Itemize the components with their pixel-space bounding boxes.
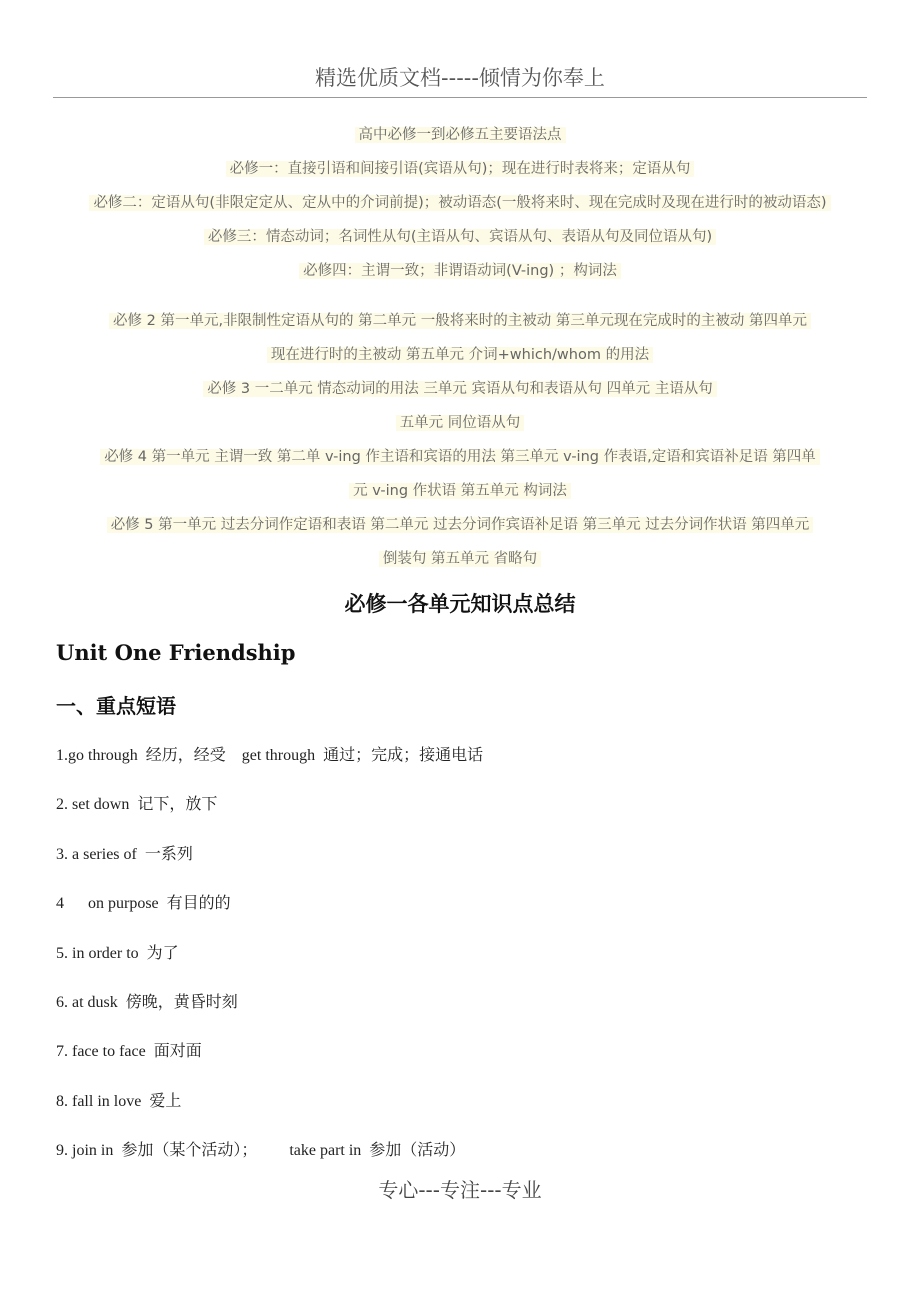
phrase-item: 3. a series of 一系列 — [56, 845, 193, 863]
unit-line-text: 必修 4 第一单元 主谓一致 第二单 v-ing 作主语和宾语的用法 第三单元 v-ing 作表语,定语和宾语补足语 第四单 — [100, 449, 820, 465]
summary-line-text: 必修二：定语从句(非限定定从、定从中的介词前提)；被动语态(一般将来时、现在完成时及现在进行时的被动语态) — [89, 195, 830, 211]
unit-line-text: 现在进行时的主被动 第五单元 介词+which/whom 的用法 — [267, 347, 653, 363]
phrase-item: 8. fall in love 爱上 — [56, 1092, 182, 1110]
unit-title: Unit One Friendship — [56, 640, 296, 665]
summary-line — [50, 152, 870, 186]
unit-line-text: 倒装句 第五单元 省略句 — [379, 551, 541, 567]
phrase-item: 9. join in 参加（某个活动）； take part in 参加（活动） — [56, 1142, 466, 1160]
unit-line — [50, 304, 870, 338]
unit-line-text: 元 v-ing 作状语 第五单元 构词法 — [349, 483, 571, 499]
phrase-item: 4 on purpose 有目的的 — [56, 895, 231, 913]
section-title: 一、重点短语 — [56, 694, 176, 718]
summary-line-text: 高中必修一到必修五主要语法点 — [355, 127, 566, 143]
page-footer: 专心---专注---专业 — [378, 1178, 542, 1202]
summary-line — [50, 186, 870, 220]
summary-line — [50, 254, 870, 288]
unit-line — [50, 542, 870, 576]
phrase-list — [56, 735, 866, 1180]
phrase-item: 2. set down 记下，放下 — [56, 796, 218, 814]
phrase-item: 1.go through 经历，经受 get through 通过；完成；接通电话 — [56, 747, 484, 764]
grammar-summary — [50, 118, 870, 576]
unit-line-text: 必修 3 一二单元 情态动词的用法 三单元 宾语从句和表语从句 四单元 主语从句 — [203, 381, 717, 397]
page-header-title: 精选优质文档-----倾情为你奉上 — [315, 66, 605, 90]
header-divider — [53, 97, 867, 98]
unit-line-text: 必修 5 第一单元 过去分词作定语和表语 第二单元 过去分词作宾语补足语 第三单元 过去分词作状语 第四单元 — [107, 517, 814, 533]
main-title: 必修一各单元知识点总结 — [344, 592, 576, 616]
summary-line-text: 必修四：主谓一致；非谓语动词(V-ing) ；构词法 — [299, 263, 621, 279]
unit-line — [50, 440, 870, 474]
unit-line-text: 五单元 同位语从句 — [396, 415, 525, 431]
summary-line-text: 必修一：直接引语和间接引语(宾语从句)；现在进行时表将来；定语从句 — [226, 161, 695, 177]
summary-line-text: 必修三：情态动词；名词性从句(主语从句、宾语从句、表语从句及同位语从句) — [204, 229, 716, 245]
summary-line — [50, 220, 870, 254]
unit-line — [50, 406, 870, 440]
unit-line — [50, 338, 870, 372]
phrase-item: 5. in order to 为了 — [56, 944, 179, 962]
summary-line — [50, 118, 870, 152]
unit-line — [50, 474, 870, 508]
unit-line-text: 必修 2 第一单元,非限制性定语从句的 第二单元 一般将来时的主被动 第三单元现在完成时的主被动 第四单元 — [109, 313, 811, 329]
spacer — [50, 288, 870, 304]
phrase-item: 6. at dusk 傍晚，黄昏时刻 — [56, 993, 238, 1011]
unit-line — [50, 508, 870, 542]
phrase-item: 7. face to face 面对面 — [56, 1043, 202, 1061]
unit-line — [50, 372, 870, 406]
